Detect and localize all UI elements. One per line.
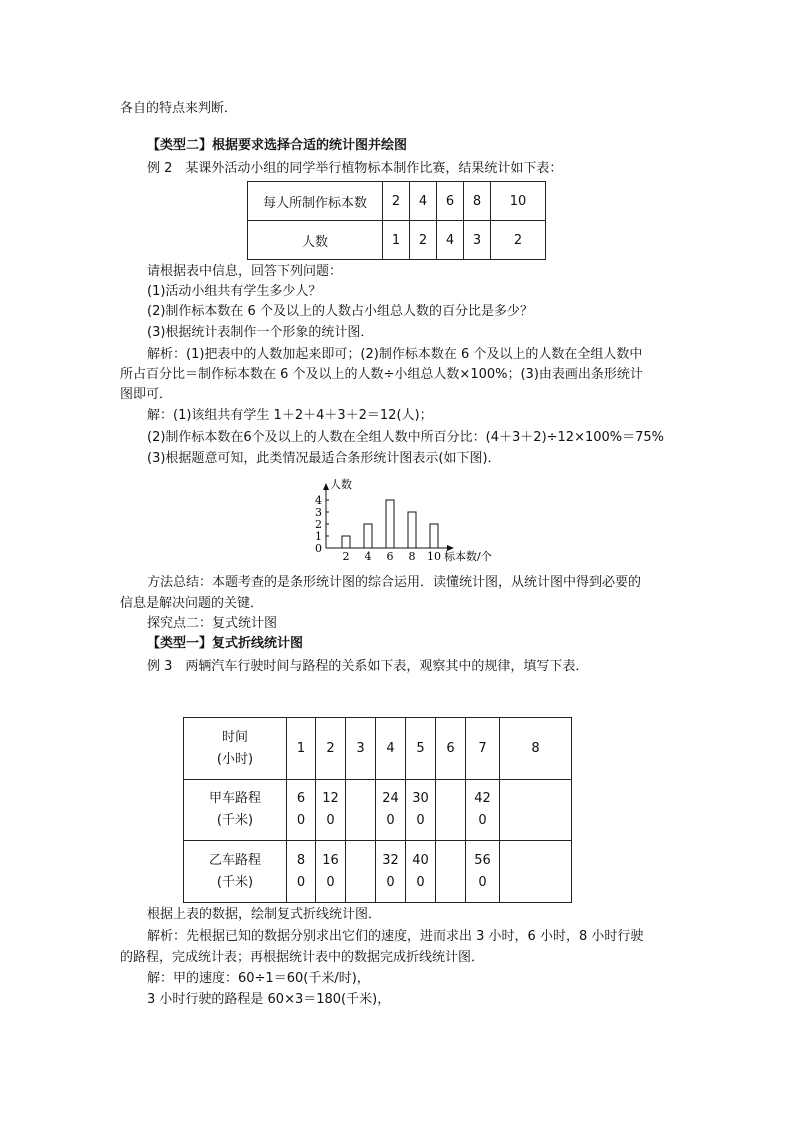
x-axis-label: 标本数/个 <box>444 550 492 563</box>
car-b-top: 8 <box>296 852 306 868</box>
specimen-table <box>247 181 546 260</box>
car-a-bottom: 0 <box>296 813 306 828</box>
solution-line-3: (3)根据题意可知，此类情况最适合条形统计图表示(如下图)． <box>147 451 501 466</box>
people-count-label: 人数 <box>248 221 383 260</box>
car-a-cell <box>316 780 346 841</box>
car-b-cell <box>287 841 316 903</box>
car-a-cell <box>500 780 572 841</box>
car-a-cell <box>436 780 466 841</box>
x-tick-label: 6 <box>386 550 394 563</box>
people-count-cell: 3 <box>464 221 491 260</box>
y-tick-label: 1 <box>315 530 322 543</box>
car-a-top: 6 <box>296 791 306 806</box>
car-a-bottom: 0 <box>386 813 395 828</box>
time-cell: 5 <box>406 718 436 780</box>
y-tick-label: 4 <box>315 494 322 507</box>
car-a-cell <box>287 780 316 841</box>
car-b-bottom: 0 <box>416 874 425 890</box>
car-a-top: 24 <box>382 791 399 806</box>
car-b-cell <box>346 841 376 903</box>
bar-chart <box>312 474 522 566</box>
y-axis-label: 人数 <box>330 478 352 491</box>
bar <box>430 524 438 548</box>
time-cell: 8 <box>500 718 572 780</box>
car-a-bottom: 0 <box>326 813 335 828</box>
analysis3-line-2: 的路程，完成统计表；再根据统计表中的数据完成折线统计图． <box>120 950 485 965</box>
example2-prompt: 例 2 某课外活动小组的同学举行植物标本制作比赛，结果统计如下表： <box>147 161 563 176</box>
bar <box>342 536 350 548</box>
car-a-top: 42 <box>474 791 491 806</box>
specimen-count-label: 每人所制作标本数 <box>248 182 383 221</box>
question-2: (2)制作标本数在 6 个及以上的人数占小组总人数的百分比是多少？ <box>147 304 533 319</box>
time-cell: 4 <box>376 718 406 780</box>
method-summary-line-1: 方法总结：本题考查的是条形统计图的综合运用．读懂统计图，从统计图中得到必要的 <box>147 575 642 590</box>
car-b-bottom: 0 <box>326 874 335 890</box>
y-tick-label: 3 <box>315 506 322 519</box>
example3-prompt: 例 3 两辆汽车行驶时间与路程的关系如下表，观察其中的规律，填写下表． <box>147 659 589 674</box>
car-b-top: 56 <box>474 852 491 868</box>
method-summary-line-2: 信息是解决问题的关键． <box>120 596 264 611</box>
car-b-bottom: 0 <box>386 874 395 890</box>
specimen-count-cell: 2 <box>383 182 410 221</box>
x-tick-label: 2 <box>342 550 350 563</box>
x-tick-label: 4 <box>364 550 372 563</box>
car-a-unit: (千米) <box>216 813 254 828</box>
car-a-bottom: 0 <box>478 813 487 828</box>
distance-table <box>183 717 572 903</box>
y-tick-label: 0 <box>315 542 322 555</box>
car-a-cell <box>376 780 406 841</box>
car-b-bottom: 0 <box>478 874 487 890</box>
bar <box>386 500 394 548</box>
time-cell: 1 <box>287 718 316 780</box>
car-b-top: 32 <box>382 852 399 868</box>
specimen-count-cell: 4 <box>410 182 437 221</box>
people-count-cell: 2 <box>410 221 437 260</box>
type1-header: 【类型一】复式折线统计图 <box>147 636 304 651</box>
time-label: 时间 <box>221 729 248 745</box>
car-b-cell <box>466 841 500 903</box>
analysis-line-3: 图即可． <box>120 387 173 402</box>
time-cell: 6 <box>436 718 466 780</box>
car-a-top: 30 <box>412 791 429 806</box>
x-tick-label: 10 <box>427 550 441 563</box>
car-a-label: 甲车路程 <box>208 791 261 806</box>
car-b-cell <box>376 841 406 903</box>
analysis3-line-1: 解析：先根据已知的数据分别求出它们的速度，进而求出 3 小时，6 小时，8 小时行驶 <box>147 929 644 944</box>
analysis-line-2: 所占百分比＝制作标本数在 6 个及以上的人数÷小组总人数×100%；(3)由表画出条形统计 <box>120 367 643 382</box>
car-b-label: 乙车路程 <box>208 852 261 868</box>
y-tick-label: 2 <box>315 518 322 531</box>
question-1: (1)活动小组共有学生多少人？ <box>147 284 322 299</box>
people-count-cell: 2 <box>491 221 546 260</box>
x-tick-label: 8 <box>408 550 416 563</box>
specimen-count-cell: 8 <box>464 182 491 221</box>
solution-line-2: (2)制作标本数在6个及以上的人数在全组人数中所百分比：(4＋3＋2)÷12×100%＝75% <box>147 430 665 445</box>
question-intro: 请根据表中信息，回答下列问题： <box>147 264 343 279</box>
time-cell: 2 <box>316 718 346 780</box>
car-a-top: 12 <box>322 791 339 806</box>
car-a-cell <box>406 780 436 841</box>
y-axis-arrow <box>323 483 329 490</box>
type2-header: 【类型二】根据要求选择合适的统计图并绘图 <box>147 138 408 153</box>
car-b-cell <box>436 841 466 903</box>
people-count-cell: 1 <box>383 221 410 260</box>
bar <box>364 524 372 548</box>
car-a-header <box>184 780 287 841</box>
time-cell: 3 <box>346 718 376 780</box>
solution3-line-1: 解：甲的速度：60÷1＝60(千米/时)， <box>147 971 370 986</box>
draw-instruction: 根据上表的数据，绘制复式折线统计图． <box>147 907 382 922</box>
time-header <box>184 718 287 780</box>
specimen-count-cell: 6 <box>437 182 464 221</box>
car-b-header <box>184 841 287 903</box>
car-a-cell <box>346 780 376 841</box>
intro-line: 各自的特点来判断． <box>120 101 238 116</box>
time-cell: 7 <box>466 718 500 780</box>
car-b-cell <box>316 841 346 903</box>
car-b-cell <box>500 841 572 903</box>
car-b-top: 16 <box>322 852 339 868</box>
time-unit: (小时) <box>216 751 254 767</box>
people-count-cell: 4 <box>437 221 464 260</box>
solution-line-1: 解：(1)该组共有学生 1＋2＋4＋3＋2＝12(人)； <box>147 408 433 423</box>
car-b-bottom: 0 <box>296 874 306 890</box>
bar <box>408 512 416 548</box>
car-a-bottom: 0 <box>416 813 425 828</box>
question-3: (3)根据统计表制作一个形象的统计图． <box>147 325 374 340</box>
analysis-line-1: 解析：(1)把表中的人数加起来即可；(2)制作标本数在 6 个及以上的人数在全组人数中 <box>147 347 643 362</box>
solution3-line-2: 3 小时行驶的路程是 60×3＝180(千米)， <box>147 992 391 1007</box>
car-a-cell <box>466 780 500 841</box>
explore-point-2: 探究点二：复式统计图 <box>147 616 278 631</box>
car-b-cell <box>406 841 436 903</box>
car-b-unit: (千米) <box>216 874 254 890</box>
specimen-count-cell: 10 <box>491 182 546 221</box>
car-b-top: 40 <box>412 852 429 868</box>
